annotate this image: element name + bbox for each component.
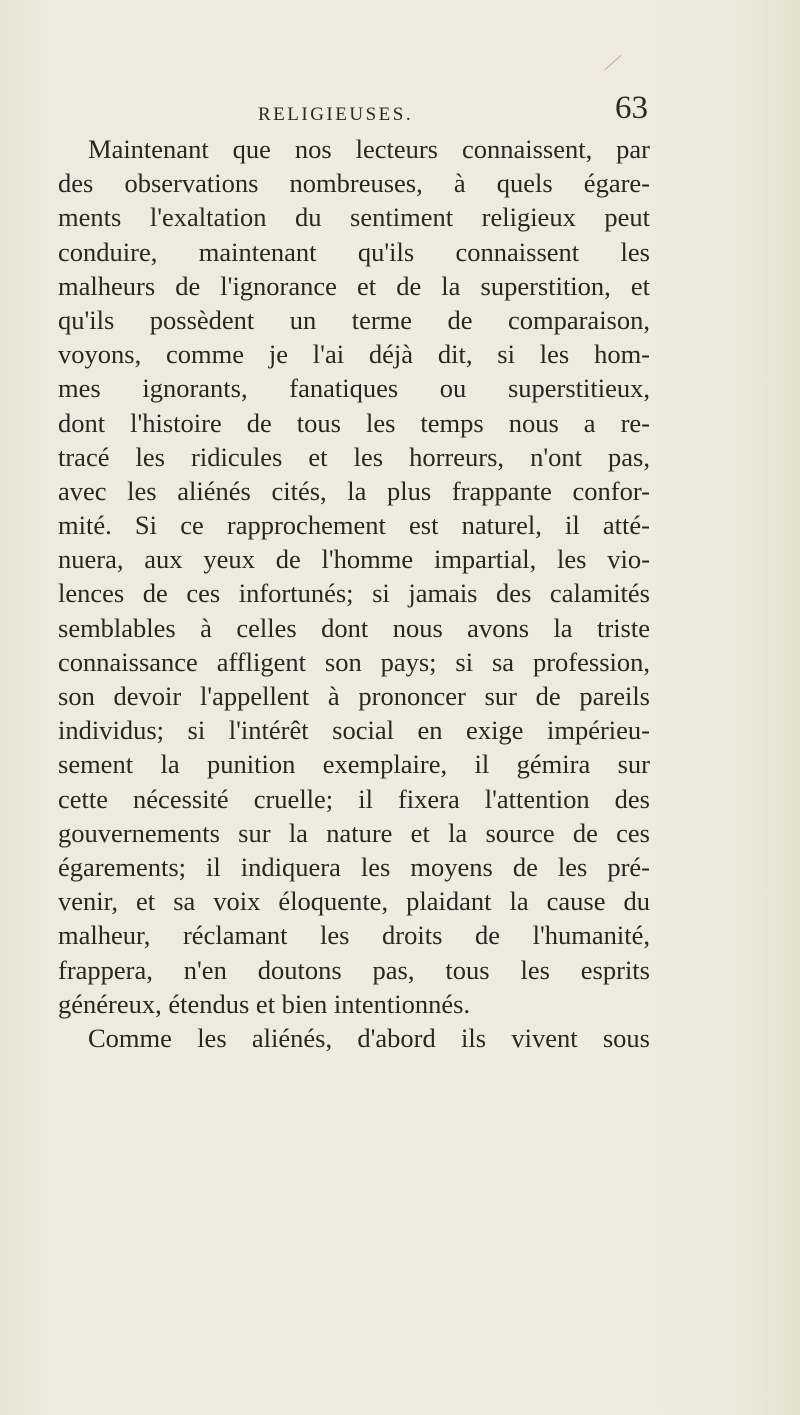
text-line: avec les aliénés cités, la plus frappante confor- (58, 475, 650, 506)
text-line: son devoir l'appellent à prononcer sur de pareils (58, 681, 650, 711)
body-text (58, 132, 650, 1055)
page-number: 63 (615, 90, 648, 126)
text-line: Comme les aliénés, d'abord ils vivent sous (88, 1022, 650, 1053)
text-line: mes ignorants, fanatiques ou superstitieux, (58, 373, 650, 404)
running-head (258, 90, 648, 130)
text-line: gouvernements sur la nature et la source de ces (58, 817, 650, 848)
text-line: nuera, aux yeux de l'homme impartial, les vio- (58, 544, 650, 575)
text-line: des observations nombreuses, à quels égare- (58, 168, 650, 199)
text-line: tracé les ridicules et les horreurs, n'ont pas, (58, 441, 650, 472)
text-line: ments l'exaltation du sentiment religieux peut (58, 202, 650, 233)
text-line: sement la punition exemplaire, il gémira sur (58, 749, 650, 780)
text-line: mité. Si ce rapprochement est naturel, il atté- (58, 510, 650, 541)
text-line: malheur, réclamant les droits de l'humanité, (58, 920, 650, 951)
text-line: connaissance affligent son pays; si sa profession, (58, 646, 650, 677)
text-line: cette nécessité cruelle; il fixera l'attention des (58, 783, 650, 814)
text-line: voyons, comme je l'ai déjà dit, si les hom- (58, 339, 650, 370)
text-line: frappera, n'en doutons pas, tous les esprits (58, 954, 650, 985)
text-line: égarements; il indiquera les moyens de les pré- (58, 851, 650, 882)
text-line: dont l'histoire de tous les temps nous a re- (58, 407, 650, 438)
text-line: individus; si l'intérêt social en exige impérieu- (58, 715, 650, 746)
text-line: lences de ces infortunés; si jamais des calamités (58, 578, 650, 609)
text-line: qu'ils possèdent un terme de comparaison, (58, 304, 650, 335)
text-line: semblables à celles dont nous avons la triste (58, 612, 650, 643)
corner-pencil-mark (604, 55, 621, 70)
running-title: RELIGIEUSES. (258, 104, 414, 125)
text-line: Maintenant que nos lecteurs connaissent, par (88, 134, 650, 164)
text-line: généreux, étendus et bien intentionnés. (58, 988, 471, 1019)
text-line: conduire, maintenant qu'ils connaissent les (58, 236, 650, 267)
text-line: venir, et sa voix éloquente, plaidant la cause du (58, 886, 650, 917)
text-line: malheurs de l'ignorance et de la superstition, et (58, 270, 650, 301)
